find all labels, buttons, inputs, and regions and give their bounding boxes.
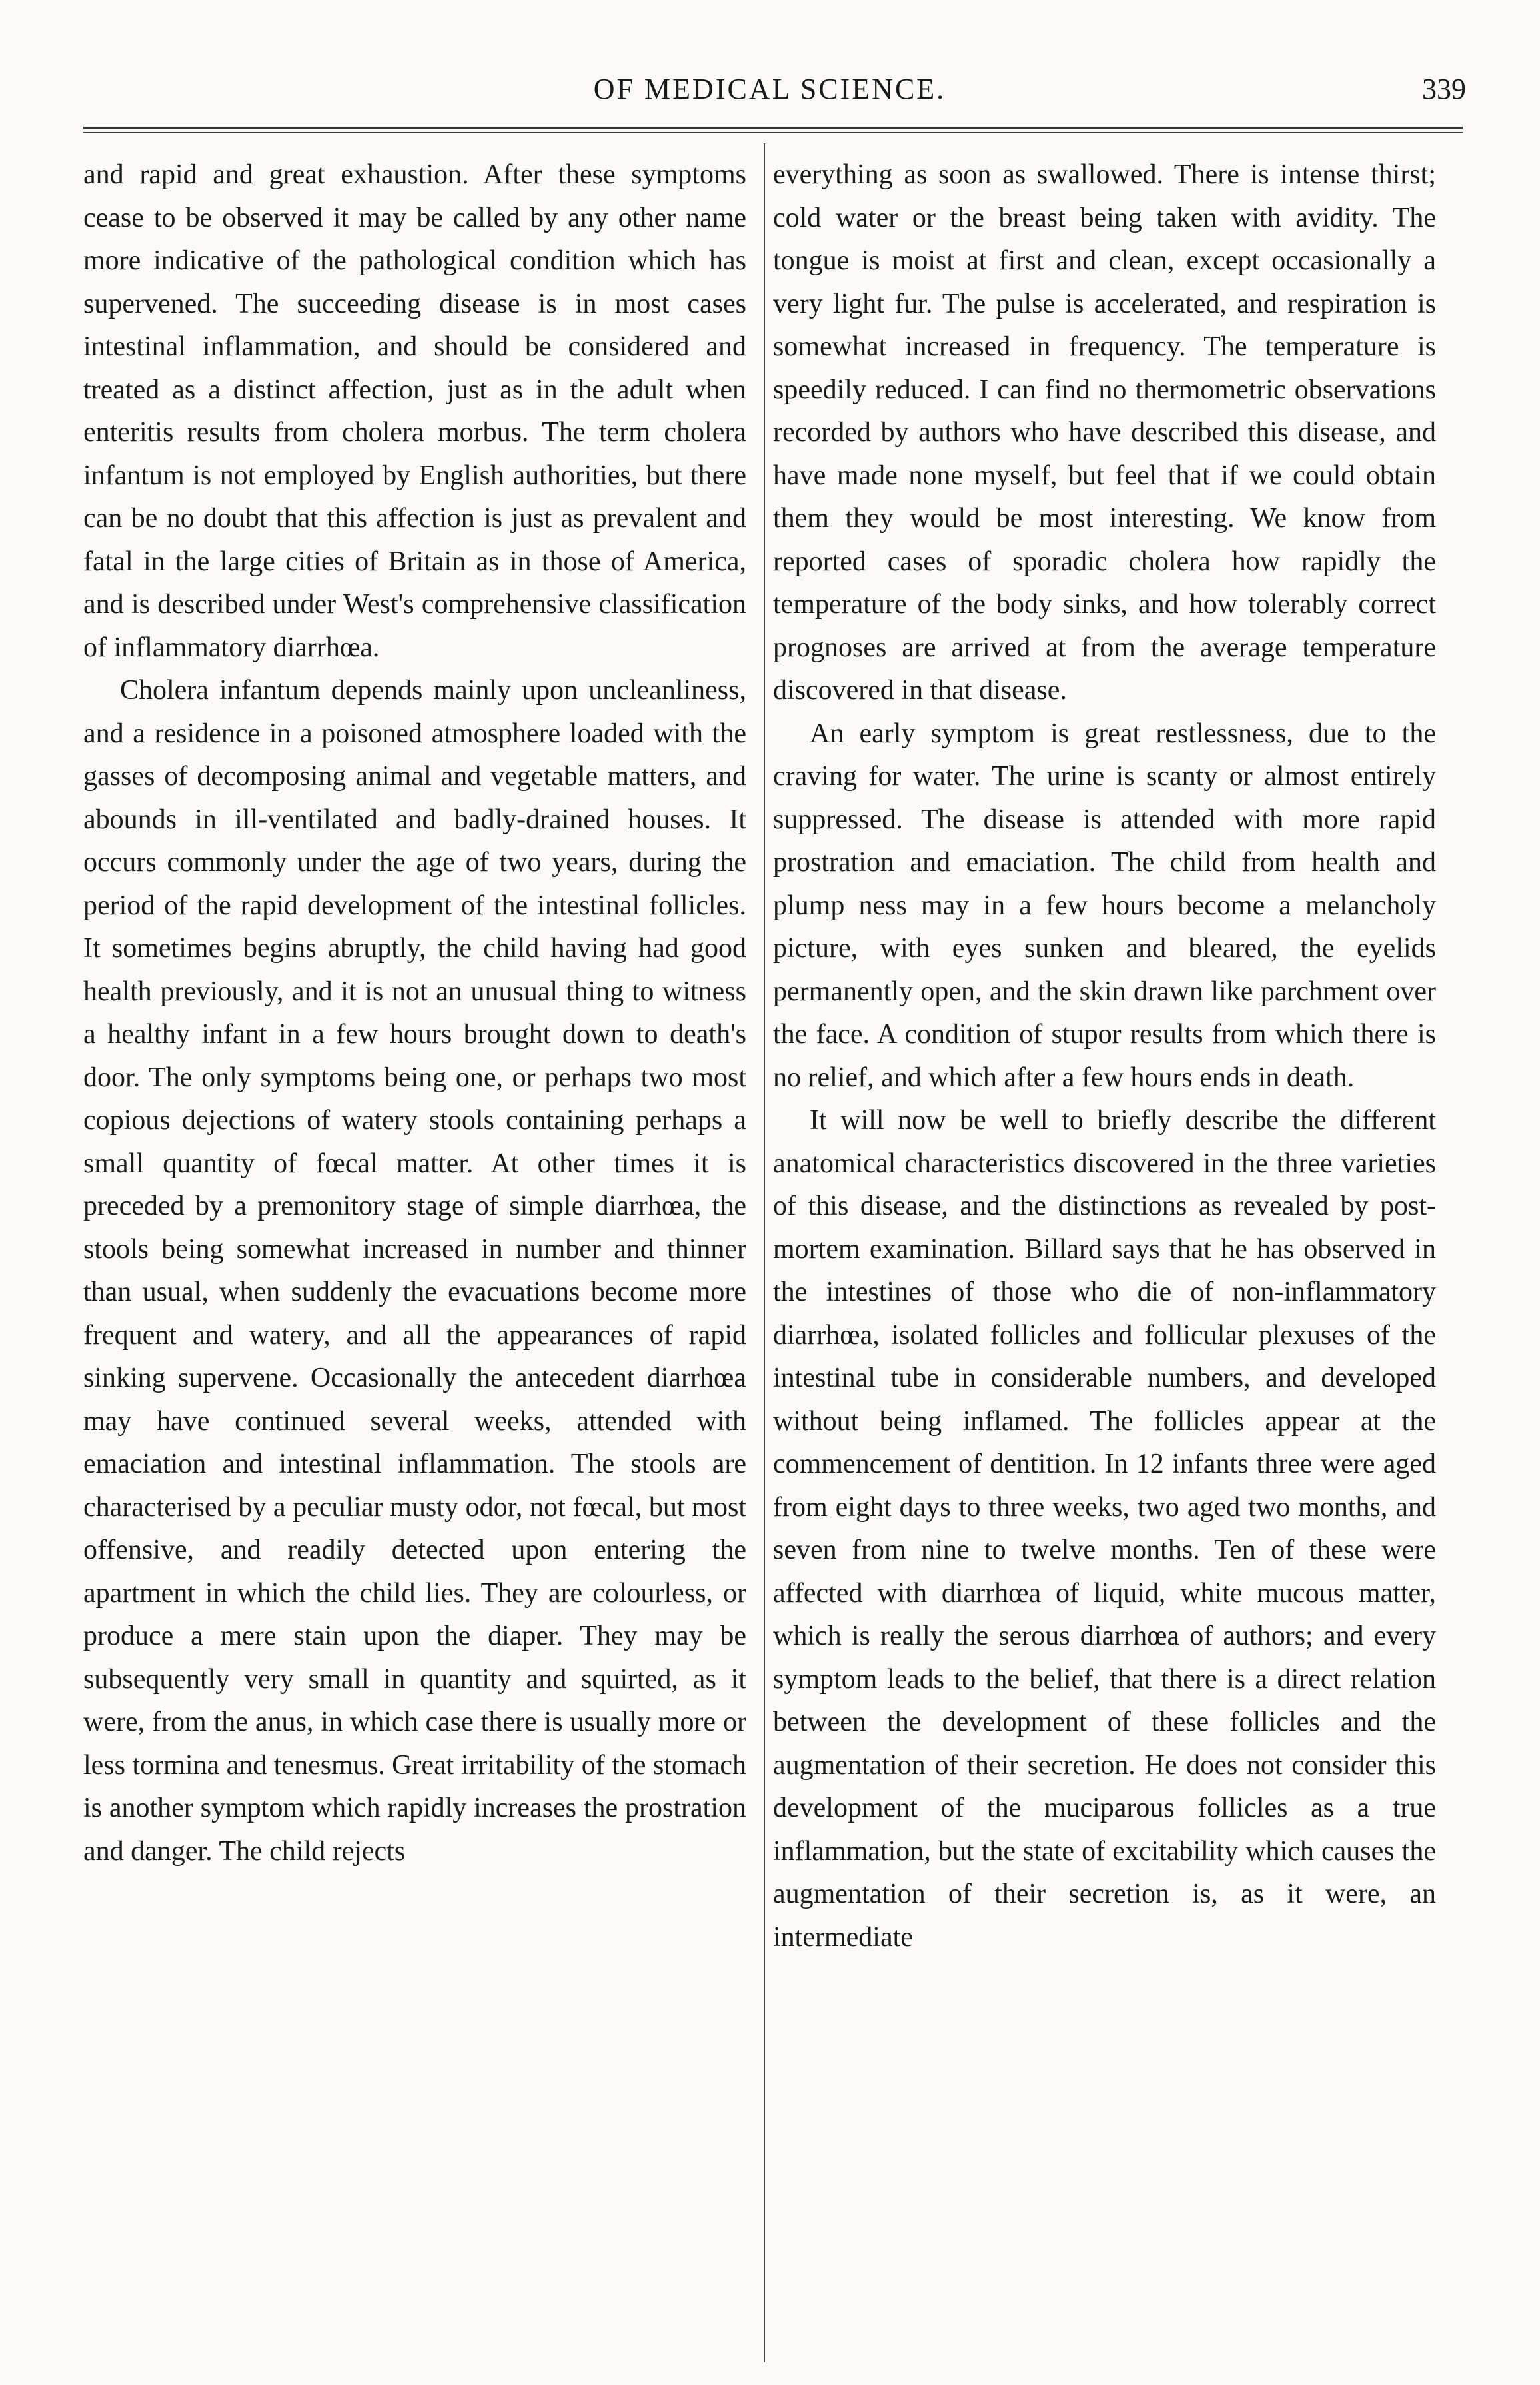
left-column xyxy=(83,153,746,1873)
header-rule-secondary xyxy=(83,132,1463,133)
header-rule xyxy=(83,127,1463,129)
page-number: 339 xyxy=(1422,73,1466,105)
paragraph: It will now be well to briefly describe the different anatomical characteristics discovered in the three varieties of this disease, and the distinctions as revealed by post-mortem examination. Billard says that he has observed in the intestines of those who die of non-inflammatory diarrhœa, isolated follicles and follicular plexuses of the intestinal tube in considerable numbers, and developed without being inflamed. The follicles appear at the commencement of dentition. In 12 infants three were aged from eight days to three weeks, two aged two months, and seven from nine to twelve months. Ten of these were affected with diarrhœa of liquid, white mucous matter, which is really the serous diarrhœa of authors; and every symptom leads to the belief, that there is a direct relation between the development of these follicles and the augmentation of their secretion. He does not consider this development of the muciparous follicles as a true inflammation, but the state of excitability which causes the augmentation of their secretion is, as it were, an intermediate xyxy=(773,1105,1436,1953)
paragraph: and rapid and great exhaustion. After these symptoms cease to be observed it may be called by any other name more indicative of the pathological condition which has supervened. The succeeding disease is in most cases intestinal inflammation, and should be considered and treated as a distinct affection, just as in the adult when enteritis results from cholera morbus. The term cholera infantum is not employed by English authorities, but there can be no doubt that this affection is just as prevalent and fatal in the large cities of Britain as in those of America, and is described under West's comprehensive classification of inflammatory diarrhœa. xyxy=(83,159,746,663)
right-column xyxy=(773,153,1436,1959)
column-divider xyxy=(764,143,765,2362)
paragraph: Cholera infantum depends mainly upon uncleanliness, and a residence in a poisoned atmosphere loaded with the gasses of decomposing animal and vegetable matters, and abounds in ill-ventilated and badly-drained houses. It occurs commonly under the age of two years, during the period of the rapid development of the intestinal follicles. It sometimes begins abruptly, the child having had good health previously, and it is not an unusual thing to witness a healthy infant in a few hours brought down to death's door. The only symptoms being one, or perhaps two most copious dejections of watery stools containing perhaps a small quantity of fœcal matter. At other times it is preceded by a premonitory stage of simple diarrhœa, the stools being somewhat increased in number and thinner than usual, when suddenly the evacuations become more frequent and watery, and all the appearances of rapid sinking supervene. Occasionally the antecedent diarrhœa may have continued several weeks, attended with emaciation and intestinal inflammation. The stools are characterised by a peculiar musty odor, not fœcal, but most offensive, and readily detected upon entering the apartment in which the child lies. They are colourless, or produce a mere stain upon the diaper. They may be subsequently very small in quantity and squirted, as it were, from the anus, in which case there is usually more or less tormina and tenesmus. Great irritability of the stomach is another symptom which rapidly increases the prostration and danger. The child rejects xyxy=(83,675,746,1867)
running-title: OF MEDICAL SCIENCE. xyxy=(593,73,946,105)
paragraph: An early symptom is great restlessness, due to the craving for water. The urine is scanty or almost entirely suppressed. The disease is attended with more rapid prostration and emaciation. The child from health and plump ness may in a few hours become a melancholy picture, with eyes sunken and bleared, the eyelids permanently open, and the skin drawn like parchment over the face. A condition of stupor results from which there is no relief, and which after a few hours ends in death. xyxy=(773,718,1436,1093)
running-header xyxy=(73,72,1466,112)
paragraph: everything as soon as swallowed. There is intense thirst; cold water or the breast being taken with avidity. The tongue is moist at first and clean, except occasionally a very light fur. The pulse is accelerated, and respiration is somewhat increased in frequency. The temperature is speedily reduced. I can find no thermometric observations recorded by authors who have described this disease, and have made none myself, but feel that if we could obtain them they would be most interesting. We know from reported cases of sporadic cholera how rapidly the temperature of the body sinks, and how tolerably correct prognoses are arrived at from the average temperature discovered in that disease. xyxy=(773,159,1436,706)
